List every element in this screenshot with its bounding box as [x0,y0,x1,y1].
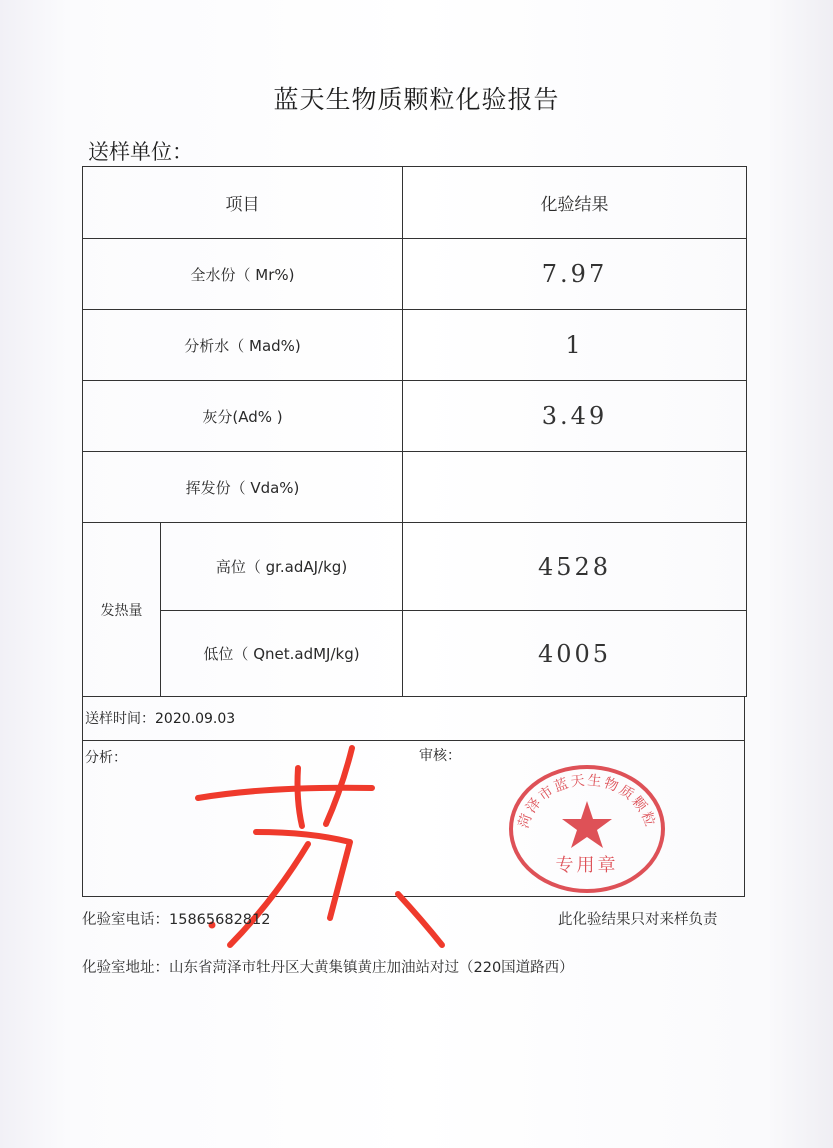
row-value: 3.49 [403,381,747,452]
table-row [83,611,747,697]
row-item: 挥发份（ Vda%) [83,452,403,523]
row-item: 灰分(Ad% ) [83,381,403,452]
review-label: 审核： [419,748,461,764]
table-row [83,239,747,310]
svg-text:专用章: 专用章 [555,855,619,876]
table-header-row [83,167,747,239]
lab-address: 化验室地址：山东省菏泽市牡丹区大黄集镇黄庄加油站对过（220国道路西） [82,960,574,976]
header-result: 化验结果 [403,167,747,239]
send-time: 送样时间：2020.09.03 [85,711,236,727]
official-stamp-icon [507,759,667,894]
row-value: 4528 [403,523,747,611]
svg-text:菏泽市蓝天生物质颗粒: 菏泽市蓝天生物质颗粒 [515,772,659,831]
lab-phone: 化验室电话：15865682812 [82,912,271,928]
row-item: 全水份（ Mr%) [83,239,403,310]
row-item: 分析水（ Mad%) [83,310,403,381]
send-time-row [83,696,744,741]
table-row [83,310,747,381]
table-row [83,381,747,452]
table-row [83,523,747,611]
row-value [403,452,747,523]
row-item: 低位（ Qnet.adMJ/kg) [161,611,403,697]
disclaimer: 此化验结果只对来样负责 [558,912,718,928]
table-row [83,452,747,523]
sender-unit-label: 送样单位： [88,140,193,164]
row-value: 4005 [403,611,747,697]
row-value: 1 [403,310,747,381]
heat-label: 发热量 [83,523,161,697]
report-title: 蓝天生物质颗粒化验报告 [273,85,560,114]
row-value: 7.97 [403,239,747,310]
row-item: 高位（ gr.adAJ/kg) [161,523,403,611]
results-table [82,166,747,697]
analysis-label: 分析： [85,750,127,766]
header-item: 项目 [83,167,403,239]
